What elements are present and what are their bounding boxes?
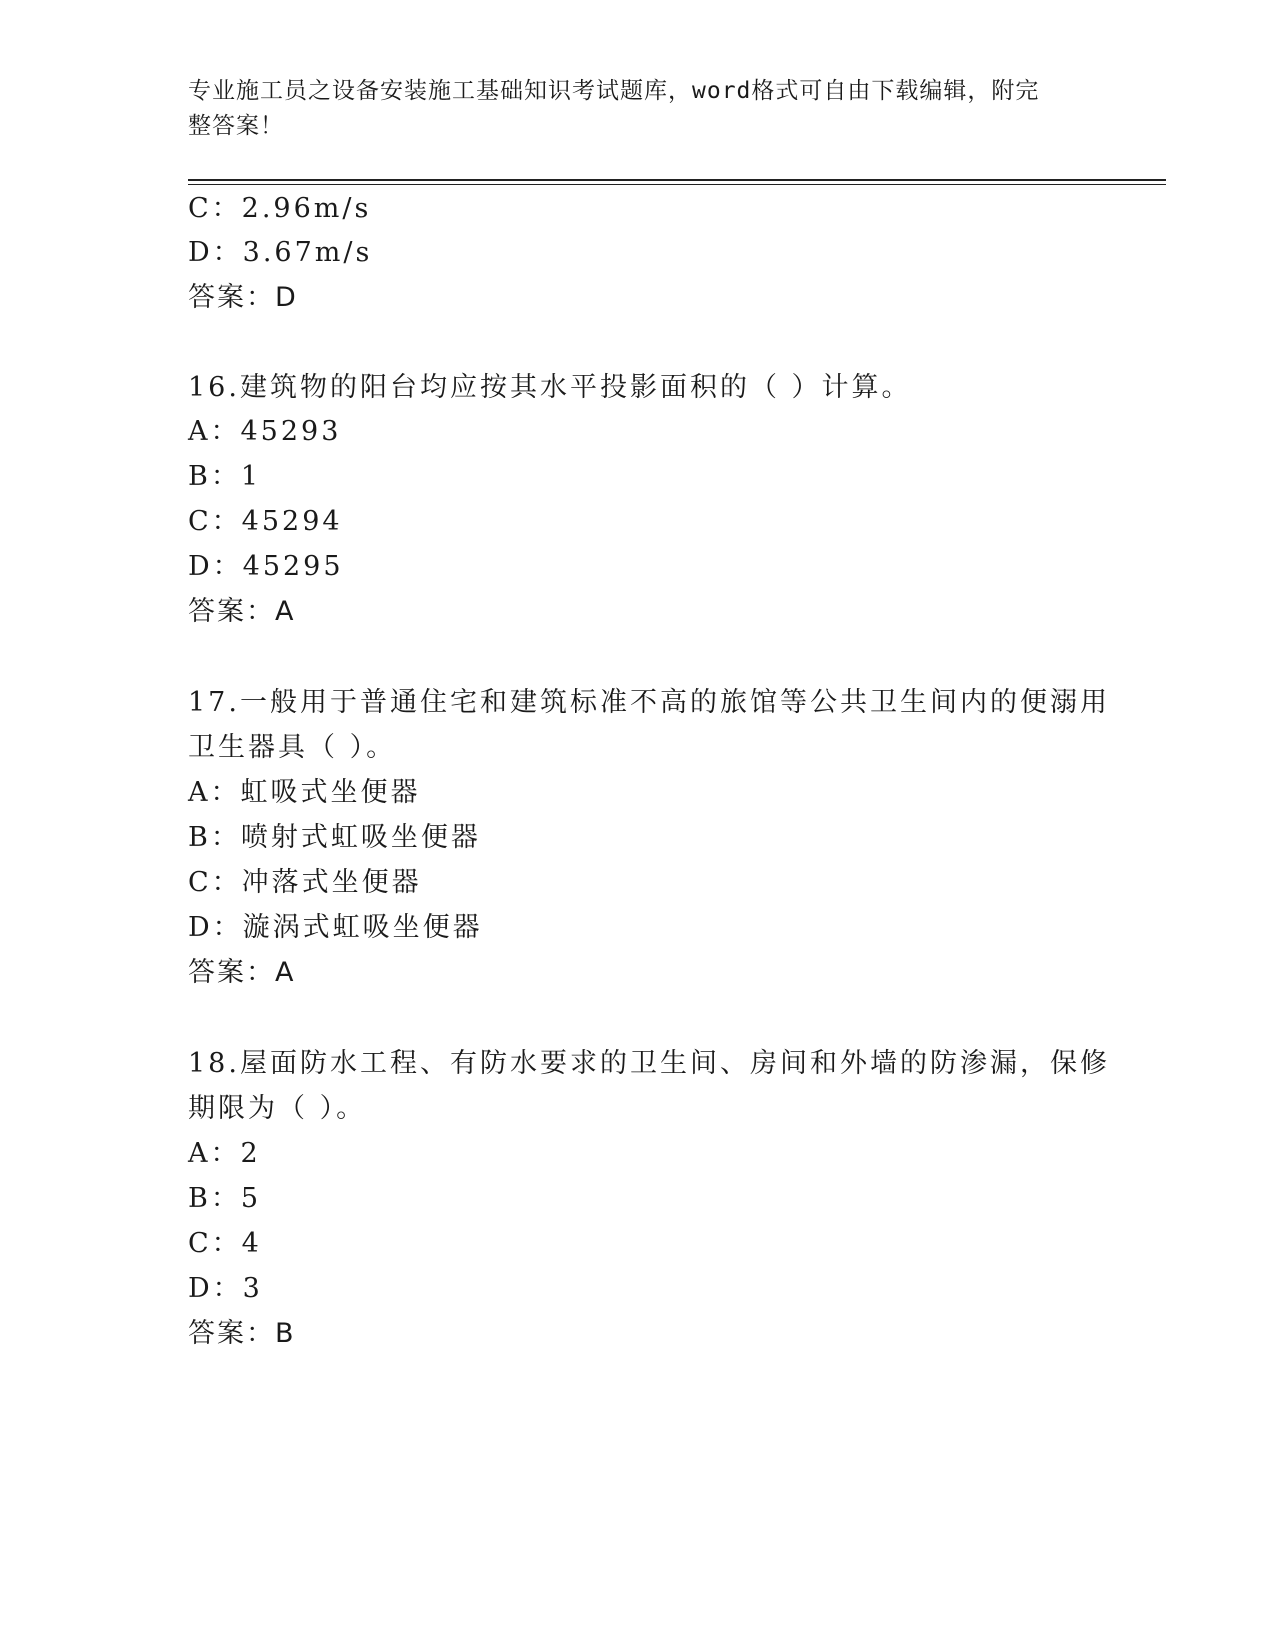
document-header bbox=[188, 74, 1068, 144]
header-line-1: 专业施工员之设备安装施工基础知识考试题库，word格式可自由下载编辑，附完 bbox=[188, 78, 1040, 104]
header-line-2: 整答案！ bbox=[188, 113, 284, 139]
q17-option-c: C：冲落式坐便器 bbox=[188, 867, 422, 898]
q18-stem-line-2: 期限为（ ）。 bbox=[188, 1093, 367, 1124]
header-rule-thick bbox=[188, 179, 1166, 181]
q17-option-d: D：漩涡式虹吸坐便器 bbox=[188, 912, 483, 943]
q16-option-c: C：45294 bbox=[188, 506, 343, 537]
q18-option-a: A：2 bbox=[188, 1138, 261, 1169]
q18-answer: 答案：B bbox=[188, 1318, 296, 1349]
q16-stem: 16.建筑物的阳台均应按其水平投影面积的（ ）计算。 bbox=[188, 372, 912, 403]
q17-option-a: A：虹吸式坐便器 bbox=[188, 777, 421, 808]
q17-option-b: B：喷射式虹吸坐便器 bbox=[188, 822, 481, 853]
q17-stem-line-1: 17.一般用于普通住宅和建筑标准不高的旅馆等公共卫生间内的便溺用 bbox=[188, 687, 1110, 718]
q17-answer: 答案：A bbox=[188, 957, 296, 988]
q16-option-d: D：45295 bbox=[188, 551, 344, 582]
q18-option-b: B：5 bbox=[188, 1183, 262, 1214]
q15-option-d: D：3.67m/s bbox=[188, 237, 373, 268]
header-rule-thin bbox=[188, 184, 1166, 185]
q16-answer: 答案：A bbox=[188, 596, 296, 627]
q15-answer: 答案：D bbox=[188, 282, 298, 313]
q16-option-b: B：1 bbox=[188, 461, 262, 492]
q16-option-a: A：45293 bbox=[188, 416, 342, 447]
q18-stem-line-1: 18.屋面防水工程、有防水要求的卫生间、房间和外墙的防渗漏，保修 bbox=[188, 1048, 1110, 1079]
q17-stem-line-2: 卫生器具（ ）。 bbox=[188, 732, 397, 763]
q15-option-c: C：2.96m/s bbox=[188, 193, 372, 224]
q18-option-c: C：4 bbox=[188, 1228, 262, 1259]
q18-option-d: D：3 bbox=[188, 1273, 263, 1304]
